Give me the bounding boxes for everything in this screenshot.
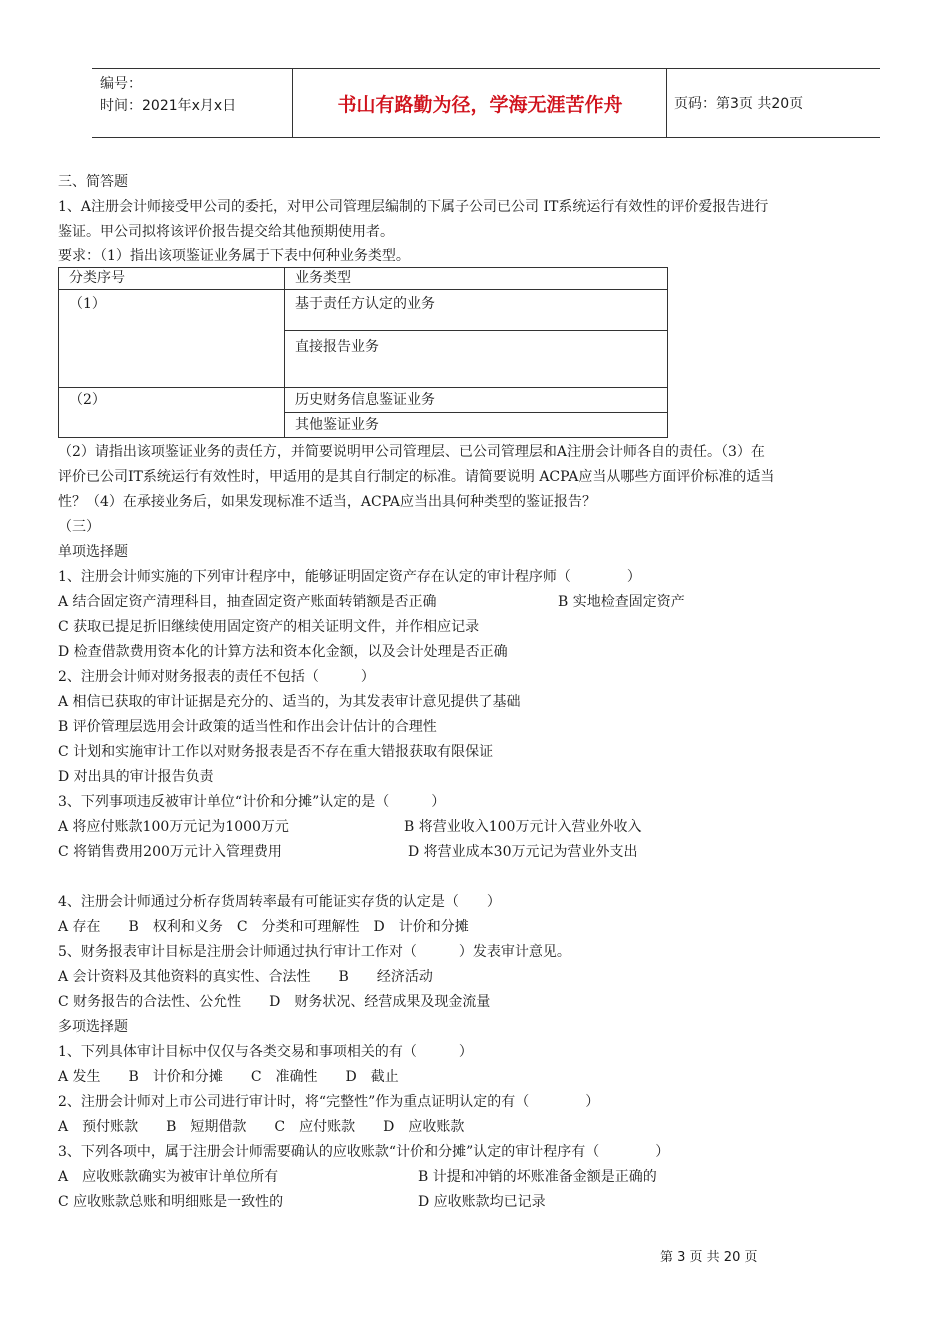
question-text: 1、下列具体审计目标中仅仅与各类交易和事项相关的有（ ）	[58, 1044, 473, 1060]
question-text: 4、注册会计师通过分析存货周转率最有可能证实存货的认定是（ ）	[58, 894, 501, 910]
spacer	[58, 865, 918, 890]
question-text: 鉴证。甲公司拟将该评价报告提交给其他预期使用者。	[58, 224, 394, 240]
option-text: A 发生 B 计价和分摊 C 准确性 D 截止	[58, 1069, 399, 1085]
table-row	[59, 268, 668, 290]
table-cell: 基于责任方认定的业务	[285, 290, 668, 331]
table-header-cell: 分类序号	[59, 268, 285, 290]
option-text: B 实地检查固定资产	[558, 594, 685, 610]
table-header-cell: 业务类型	[285, 268, 668, 290]
table-cell: 其他鉴证业务	[285, 413, 668, 438]
option-text: A 结合固定资产清理科目，抽查固定资产账面转销额是否正确	[58, 594, 437, 610]
option-row	[58, 1165, 918, 1190]
question-text: （2）请指出该项鉴证业务的责任方，并简要说明甲公司管理层、已公司管理层和A注册会计师各自的责任。（3）在	[58, 444, 765, 460]
section-title: 三、简答题	[58, 174, 128, 190]
option-text: A 应收账款确实为被审计单位所有	[58, 1169, 279, 1185]
option-text: A 会计资料及其他资料的真实性、合法性 B 经济活动	[58, 969, 433, 985]
option-text: A 预付账款 B 短期借款 C 应付账款 D 应收账款	[58, 1119, 465, 1135]
document-body	[58, 170, 918, 1215]
table-cell: （2）	[59, 388, 285, 438]
option-text: A 将应付账款100万元记为1000万元	[58, 819, 289, 835]
question-text: 1、A注册会计师接受甲公司的委托，对甲公司管理层编制的下属子公司已公司 IT系统运行有效性的评价爱报告进行	[58, 199, 769, 215]
question-text: 3、下列各项中，属于注册会计师需要确认的应收账款“计价和分摊”认定的审计程序有（ ）	[58, 1144, 670, 1160]
option-row	[58, 815, 918, 840]
header-motto: 书山有路勤为径，学海无涯苦作舟	[337, 93, 623, 116]
question-text: 5、财务报表审计目标是注册会计师通过执行审计工作对（ ）发表审计意见。	[58, 944, 571, 960]
code-label: 编号：	[100, 76, 142, 92]
header-page-info: 页码：第3页 共20页	[674, 96, 804, 112]
option-row	[58, 1190, 918, 1215]
header-divider	[666, 69, 667, 137]
option-text: A 相信已获取的审计证据是充分的、适当的，为其发表审计意见提供了基础	[58, 694, 521, 710]
option-text: D 应收账款均已记录	[418, 1194, 546, 1210]
option-text: B 计提和冲销的坏账准备金额是正确的	[418, 1169, 657, 1185]
header-meta	[100, 73, 290, 117]
page-footer: 第 3 页 共 20 页	[660, 1250, 758, 1265]
option-text: C 应收账款总账和明细账是一致性的	[58, 1194, 284, 1210]
table-cell: （1）	[59, 290, 285, 388]
header-divider	[292, 69, 293, 137]
section-title: 单项选择题	[58, 544, 128, 560]
table-row	[59, 388, 668, 413]
question-text: 2、注册会计师对上市公司进行审计时，将“完整性”作为重点证明认定的有（ ）	[58, 1094, 600, 1110]
table-row	[59, 290, 668, 331]
table-cell: 历史财务信息鉴证业务	[285, 388, 668, 413]
option-text: C 将销售费用200万元计入管理费用	[58, 844, 282, 860]
option-text: D 对出具的审计报告负责	[58, 769, 214, 785]
question-text: 3、下列事项违反被审计单位“计价和分摊”认定的是（ ）	[58, 794, 446, 810]
question-text: 1、注册会计师实施的下列审计程序中，能够证明固定资产存在认定的审计程序师（ ）	[58, 569, 641, 585]
page-header	[92, 68, 880, 138]
option-text: C 财务报告的合法性、公允性 D 财务状况、经营成果及现金流量	[58, 994, 491, 1010]
question-text: 2、注册会计师对财务报表的责任不包括（ ）	[58, 669, 375, 685]
question-text: 评价已公司IT系统运行有效性时，甲适用的是其自行制定的标准。请简要说明 ACPA应当从哪些方面评价标准的适当	[58, 469, 775, 485]
option-text: D 将营业成本30万元记为营业外支出	[408, 844, 638, 860]
option-text: C 获取已提足折旧继续使用固定资产的相关证明文件，并作相应记录	[58, 619, 480, 635]
part-label: （三）	[58, 519, 100, 535]
option-text: D 检查借款费用资本化的计算方法和资本化金额，以及会计处理是否正确	[58, 644, 508, 660]
option-text: B 将营业收入100万元计入营业外收入	[404, 819, 642, 835]
business-type-table	[58, 267, 668, 438]
option-row	[58, 590, 918, 615]
question-text: 性？（4）在承接业务后，如果发现标准不适当，ACPA应当出具何种类型的鉴证报告？	[58, 494, 596, 510]
time-label: 时间：2021年x月x日	[100, 98, 237, 114]
question-text: 要求：（1）指出该项鉴证业务属于下表中何种业务类型。	[58, 248, 410, 264]
option-text: A 存在 B 权利和义务 C 分类和可理解性 D 计价和分摊	[58, 919, 469, 935]
option-text: C 计划和实施审计工作以对财务报表是否不存在重大错报获取有限保证	[58, 744, 494, 760]
table-cell: 直接报告业务	[285, 331, 668, 388]
option-row	[58, 840, 918, 865]
option-text: B 评价管理层选用会计政策的适当性和作出会计估计的合理性	[58, 719, 437, 735]
section-title: 多项选择题	[58, 1019, 128, 1035]
